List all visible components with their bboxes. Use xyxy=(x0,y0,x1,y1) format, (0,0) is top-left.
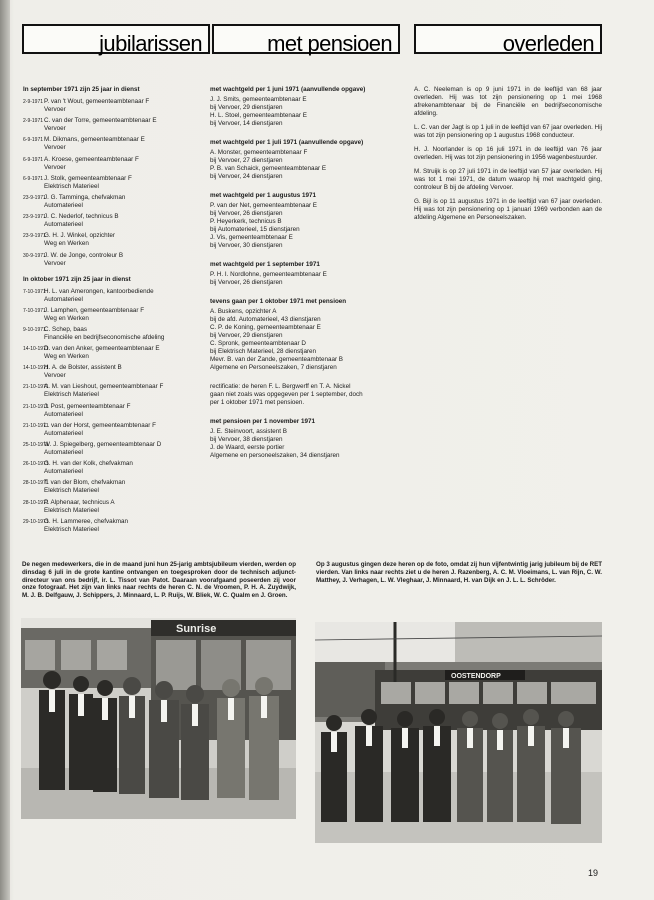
jubilee-line: H. A. de Bolster, assistent B xyxy=(44,364,122,372)
pension-heading: met wachtgeld per 1 juli 1971 (aanvullende opgave) xyxy=(210,139,364,146)
jubilee-date: 6-9-1971 xyxy=(23,137,44,144)
jubilee-line: Automaterieel xyxy=(44,429,83,437)
pension-line: Mevr. B. van der Zande, gemeenteambtenaar B xyxy=(210,356,344,363)
jubilee-entry xyxy=(23,288,208,304)
photo-jubilarissen-august xyxy=(315,622,602,843)
jubilee-date: 30-9-1971 xyxy=(23,252,46,259)
obituary-paragraph: L. C. van der Jagt is op 1 juli in de leeftijd van 67 jaar overleden. Hij was tot zijn pensionering op 1 augustus 1968 conducteur. xyxy=(414,124,602,139)
jubilee-date: 14-10-1971 xyxy=(23,365,49,372)
jubilee-entry xyxy=(23,175,208,191)
pension-line: per 1 oktober 1971 met pensioen. xyxy=(210,399,305,406)
jubilee-line: Weg en Werken xyxy=(44,314,89,322)
jubilee-date: 21-10-1971 xyxy=(23,403,49,410)
jubilee-date: 29-10-1971 xyxy=(23,518,49,525)
jubilee-line: Vervoer xyxy=(44,163,66,171)
jubilee-entry xyxy=(23,383,208,399)
jubilee-entry xyxy=(23,326,208,342)
pension-block xyxy=(210,261,406,287)
pension-line: J. Vis, gemeenteambtenaar E xyxy=(210,234,293,241)
pension-line: bij Vervoer, 26 dienstjaren xyxy=(210,210,283,217)
jubilee-line: Automaterieel xyxy=(44,410,83,418)
jubilee-entry xyxy=(23,194,208,210)
jubilee-line: Automaterieel xyxy=(44,201,83,209)
jubilee-line: Financiële en bedrijfseconomische afdeling xyxy=(44,333,165,341)
pension-heading: met wachtgeld per 1 september 1971 xyxy=(210,261,320,268)
jubilee-line: Elektrisch Materieel xyxy=(44,391,99,399)
header-overleden: overleden xyxy=(414,24,602,54)
jubilee-entry xyxy=(23,156,208,172)
pension-line: bij Vervoer, 30 dienstjaren xyxy=(210,242,283,249)
jubilee-line: Vervoer xyxy=(44,144,66,152)
header-met-pensioen: met pensioen xyxy=(212,24,400,54)
jubilee-date: 23-9-1971 xyxy=(23,233,46,240)
obituary-paragraph: M. Struijk is op 27 juli 1971 in de leeftijd van 57 jaar overleden. Hij was tot 1 mei 1971, de datum waarop hij met wachtgeld ging, controleur B bij de afdeling Vervoer. xyxy=(414,168,602,191)
jubilee-line: Automaterieel xyxy=(44,468,83,476)
pension-line: P. H. I. Nordlohne, gemeenteambtenaar E xyxy=(210,271,327,278)
jubilee-line: P. Alphenaar, technicus A xyxy=(44,498,115,506)
jubilee-line: J. Stolk, gemeenteambtenaar F xyxy=(44,174,132,182)
jubilee-line: Vervoer xyxy=(44,259,66,267)
jubilee-entry xyxy=(23,232,208,248)
pension-heading: met wachtgeld per 1 juni 1971 (aanvullende opgave) xyxy=(210,86,366,93)
pension-line: P. B. van Schaick, gemeenteambtenaar E xyxy=(210,165,327,172)
pension-block xyxy=(210,383,406,407)
jubilee-entry xyxy=(23,213,208,229)
jubilee-line: Vervoer xyxy=(44,106,66,113)
pension-line: gaan niet zoals was opgegeven per 1 september, doch xyxy=(210,391,363,398)
pension-block xyxy=(210,418,406,460)
jubilee-line: J. Lamphen, gemeenteambtenaar F xyxy=(44,306,145,314)
header-jubilarissen: jubilarissen xyxy=(22,24,210,54)
pension-block xyxy=(210,86,406,128)
page-binding xyxy=(0,0,10,900)
obituary-paragraph: H. J. Noorlander is op 16 juli 1971 in de leeftijd van 76 jaar overleden. Hij was tot zijn pensionering in 1956 wagenbestuurder. xyxy=(414,146,602,161)
pension-line: bij Vervoer, 14 dienstjaren xyxy=(210,120,283,127)
jubilee-line: J. W. de Jonge, controleur B xyxy=(44,251,124,259)
jubilee-entry xyxy=(23,403,208,419)
pension-line: bij Vervoer, 24 dienstjaren xyxy=(210,173,283,180)
jubilee-date: 7-10-1971 xyxy=(23,307,46,314)
tram-sign-text: Sunrise xyxy=(176,623,217,635)
jubilee-line: Elektrisch Materieel xyxy=(44,506,99,514)
jubilee-heading: In oktober 1971 zijn 25 jaar in dienst xyxy=(23,275,131,283)
pension-block xyxy=(210,192,406,250)
jubilee-line: G. H. van der Kolk, chefvakman xyxy=(44,460,133,468)
overleden-column xyxy=(414,86,602,228)
pension-line: bij Vervoer, 38 dienstjaren xyxy=(210,436,283,443)
jubilee-line: M. Dikmans, gemeenteambtenaar E xyxy=(44,136,145,144)
pension-line: bij Vervoer, 29 dienstjaren xyxy=(210,104,283,111)
jubilarissen-column xyxy=(23,86,208,537)
page-number: 19 xyxy=(587,868,598,878)
pension-line: bij Vervoer, 26 dienstjaren xyxy=(210,279,283,286)
caption-left: De negen medewerkers, die in de maand juni hun 25-jarig ambtsjubileum vierden, werden op dinsdag 6 juli in de grote kantine ontvangen en toegesproken door de technisch adjunct-directeur van ons bedrijf, ir. L. Tissot van Patot. Daaraan voorafgaand poseerden zij voor onze fotograaf. Het zijn van links naar rechts de heren C. N. de Vroomen, P. H. A. Zuydwijk, M. J. B. Delfgauw, J. Schippers, J. Minnaard, L. P. Ruijs, W. Bliek, W. C. Qualm en J. Groen. xyxy=(22,561,296,600)
jubilee-line: H. L. van Amerongen, kantoorbediende xyxy=(44,287,154,295)
pension-block xyxy=(210,298,406,372)
photo-jubilarissen-june xyxy=(21,618,296,819)
jubilee-date: 6-9-1971 xyxy=(23,156,44,163)
jubilee-entry xyxy=(23,98,208,114)
jubilee-date: 7-10-1971 xyxy=(23,288,46,295)
pension-line: bij de afd. Automaterieel, 43 dienstjaren xyxy=(210,316,321,323)
jubilee-line: J. G. Tamminga, chefvakman xyxy=(44,193,126,201)
obituary-paragraph: A. C. Neeleman is op 9 juni 1971 in de leeftijd van 68 jaar overleden. Hij was tot zijn pensionering op 1 mei 1968 afrekenambtenaar bij de Financiële en bedrijfseconomische afdeling. xyxy=(414,86,602,117)
jubilee-date: 25-10-1971 xyxy=(23,442,49,448)
jubilee-line: Elektrisch Materieel xyxy=(44,182,99,190)
jubilee-entry xyxy=(23,252,208,268)
tram-sign-text: OOSTENDORP xyxy=(451,673,501,680)
pension-heading: tevens gaan per 1 oktober 1971 met pensioen xyxy=(210,298,347,305)
pension-line: Algemene en personeelszaken, 34 dienstjaren xyxy=(210,452,340,459)
jubilee-line: Weg en Werken xyxy=(44,240,89,248)
jubilee-line: Elektrisch Materieel xyxy=(44,525,99,533)
jubilee-line: W. J. Spiegelberg, gemeenteambtenaar D xyxy=(44,441,162,448)
jubilee-date: 2-9-1971 xyxy=(23,99,44,105)
pension-heading: met wachtgeld per 1 augustus 1971 xyxy=(210,192,317,199)
pension-line: bij Elektrisch Materieel, 28 dienstjaren xyxy=(210,348,317,355)
jubilee-line: C. Schep, baas xyxy=(44,325,88,333)
jubilee-heading: In september 1971 zijn 25 jaar in dienst xyxy=(23,86,140,93)
photo-illustration xyxy=(21,618,296,819)
jubilee-line: G. H. J. Winkel, opzichter xyxy=(44,232,116,240)
photo-illustration xyxy=(315,622,602,843)
jubilee-line: P. van 't Wout, gemeenteambtenaar F xyxy=(44,98,150,105)
pension-line: P. van der Net, gemeenteambtenaar E xyxy=(210,202,317,209)
jubilee-entry xyxy=(23,460,208,476)
jubilee-date: 2-9-1971 xyxy=(23,118,44,125)
pension-line: rectificatie: de heren F. L. Bergwerff en T. A. Nickel xyxy=(210,383,351,390)
jubilee-line: L. van der Horst, gemeenteambtenaar F xyxy=(44,421,157,429)
jubilee-line: C. van der Torre, gemeenteambtenaar E xyxy=(44,117,157,125)
jubilee-date: 23-9-1971 xyxy=(23,214,46,221)
jubilee-line: Automaterieel xyxy=(44,449,83,456)
pension-block xyxy=(210,139,406,181)
pension-line: A. Buskens, opzichter A xyxy=(210,308,277,315)
jubilee-date: 21-10-1971 xyxy=(23,422,49,429)
jubilee-entry xyxy=(23,136,208,152)
obituary-paragraph: G. Bijl is op 11 augustus 1971 in de leeftijd van 67 jaar overleden. Hij was tot zijn pensionering op 1 januari 1969 verbonden aan de afdeling Algemene en Personeelszaken. xyxy=(414,198,602,221)
jubilee-date: 21-10-1971 xyxy=(23,384,49,391)
jubilee-date: 6-9-1971 xyxy=(23,175,44,182)
caption-right: Op 3 augustus gingen deze heren op de foto, omdat zij hun vijfentwintig jarig jubileum bij de RET vierden. Van links naar rechts ziet u de heren J. Razenberg, A. C. M. Vloeimans, L. van Rijn, C. W. Matthey, J. Verhagen, L. W. Vleghaar, J. Minnaard, H. van Dijk en J. L. L. Schröder. xyxy=(316,561,602,584)
pensioen-column xyxy=(210,86,406,471)
pension-line: J. E. Steinvoort, assistent B xyxy=(210,428,287,435)
pension-line: bij Vervoer, 29 dienstjaren xyxy=(210,332,283,339)
jubilee-entry xyxy=(23,117,208,133)
pension-line: C. Spronk, gemeenteambtenaar D xyxy=(210,340,306,347)
jubilee-date: 9-10-1971 xyxy=(23,326,46,333)
pension-line: C. P. de Koning, gemeenteambtenaar E xyxy=(210,324,321,331)
jubilee-line: Automaterieel xyxy=(44,295,83,303)
pension-line: bij Automaterieel, 15 dienstjaren xyxy=(210,226,300,233)
pension-heading: met pensioen per 1 november 1971 xyxy=(210,418,315,425)
jubilee-entry xyxy=(23,422,208,438)
pension-line: Algemene en Personeelszaken, 7 dienstjaren xyxy=(210,364,337,371)
jubilee-date: 23-9-1971 xyxy=(23,194,46,201)
jubilee-line: D. van den Anker, gemeenteambtenaar E xyxy=(44,345,160,353)
jubilee-entry xyxy=(23,518,208,534)
jubilee-line: Vervoer xyxy=(44,372,66,380)
jubilee-date: 28-10-1971 xyxy=(23,480,49,487)
jubilee-line: T. van der Blom, chefvakman xyxy=(44,479,126,487)
jubilee-entry xyxy=(23,441,208,457)
pension-line: J. J. Smits, gemeenteambtenaar E xyxy=(210,96,307,103)
jubilee-line: A. M. van Lieshout, gemeenteambtenaar F xyxy=(44,383,164,391)
jubilee-line: A. Kroese, gemeenteambtenaar F xyxy=(44,155,139,163)
pension-line: A. Monster, gemeenteambtenaar F xyxy=(210,149,308,156)
jubilee-entry xyxy=(23,499,208,515)
pension-line: J. de Waard, eerste portier xyxy=(210,444,285,451)
pension-line: H. L. Stoel, gemeenteambtenaar E xyxy=(210,112,307,119)
jubilee-line: J. C. Nederlof, technicus B xyxy=(44,213,119,221)
jubilee-line: Automaterieel xyxy=(44,221,83,229)
jubilee-line: Weg en Werken xyxy=(44,353,89,361)
jubilee-line: G. H. Lammeree, chefvakman xyxy=(44,517,128,525)
jubilee-date: 14-10-1971 xyxy=(23,346,49,353)
jubilee-line: J. Post, gemeenteambtenaar F xyxy=(44,402,131,410)
jubilee-entry xyxy=(23,307,208,323)
pension-line: P. Heyerkerk, technicus B xyxy=(210,218,282,225)
jubilee-entry xyxy=(23,364,208,380)
jubilee-entry xyxy=(23,345,208,361)
jubilee-date: 28-10-1971 xyxy=(23,499,49,506)
jubilee-entry xyxy=(23,479,208,495)
jubilee-line: Vervoer xyxy=(44,125,66,133)
jubilee-date: 26-10-1971 xyxy=(23,461,49,468)
pension-line: bij Vervoer, 27 dienstjaren xyxy=(210,157,283,164)
jubilee-line: Elektrisch Materieel xyxy=(44,487,99,495)
